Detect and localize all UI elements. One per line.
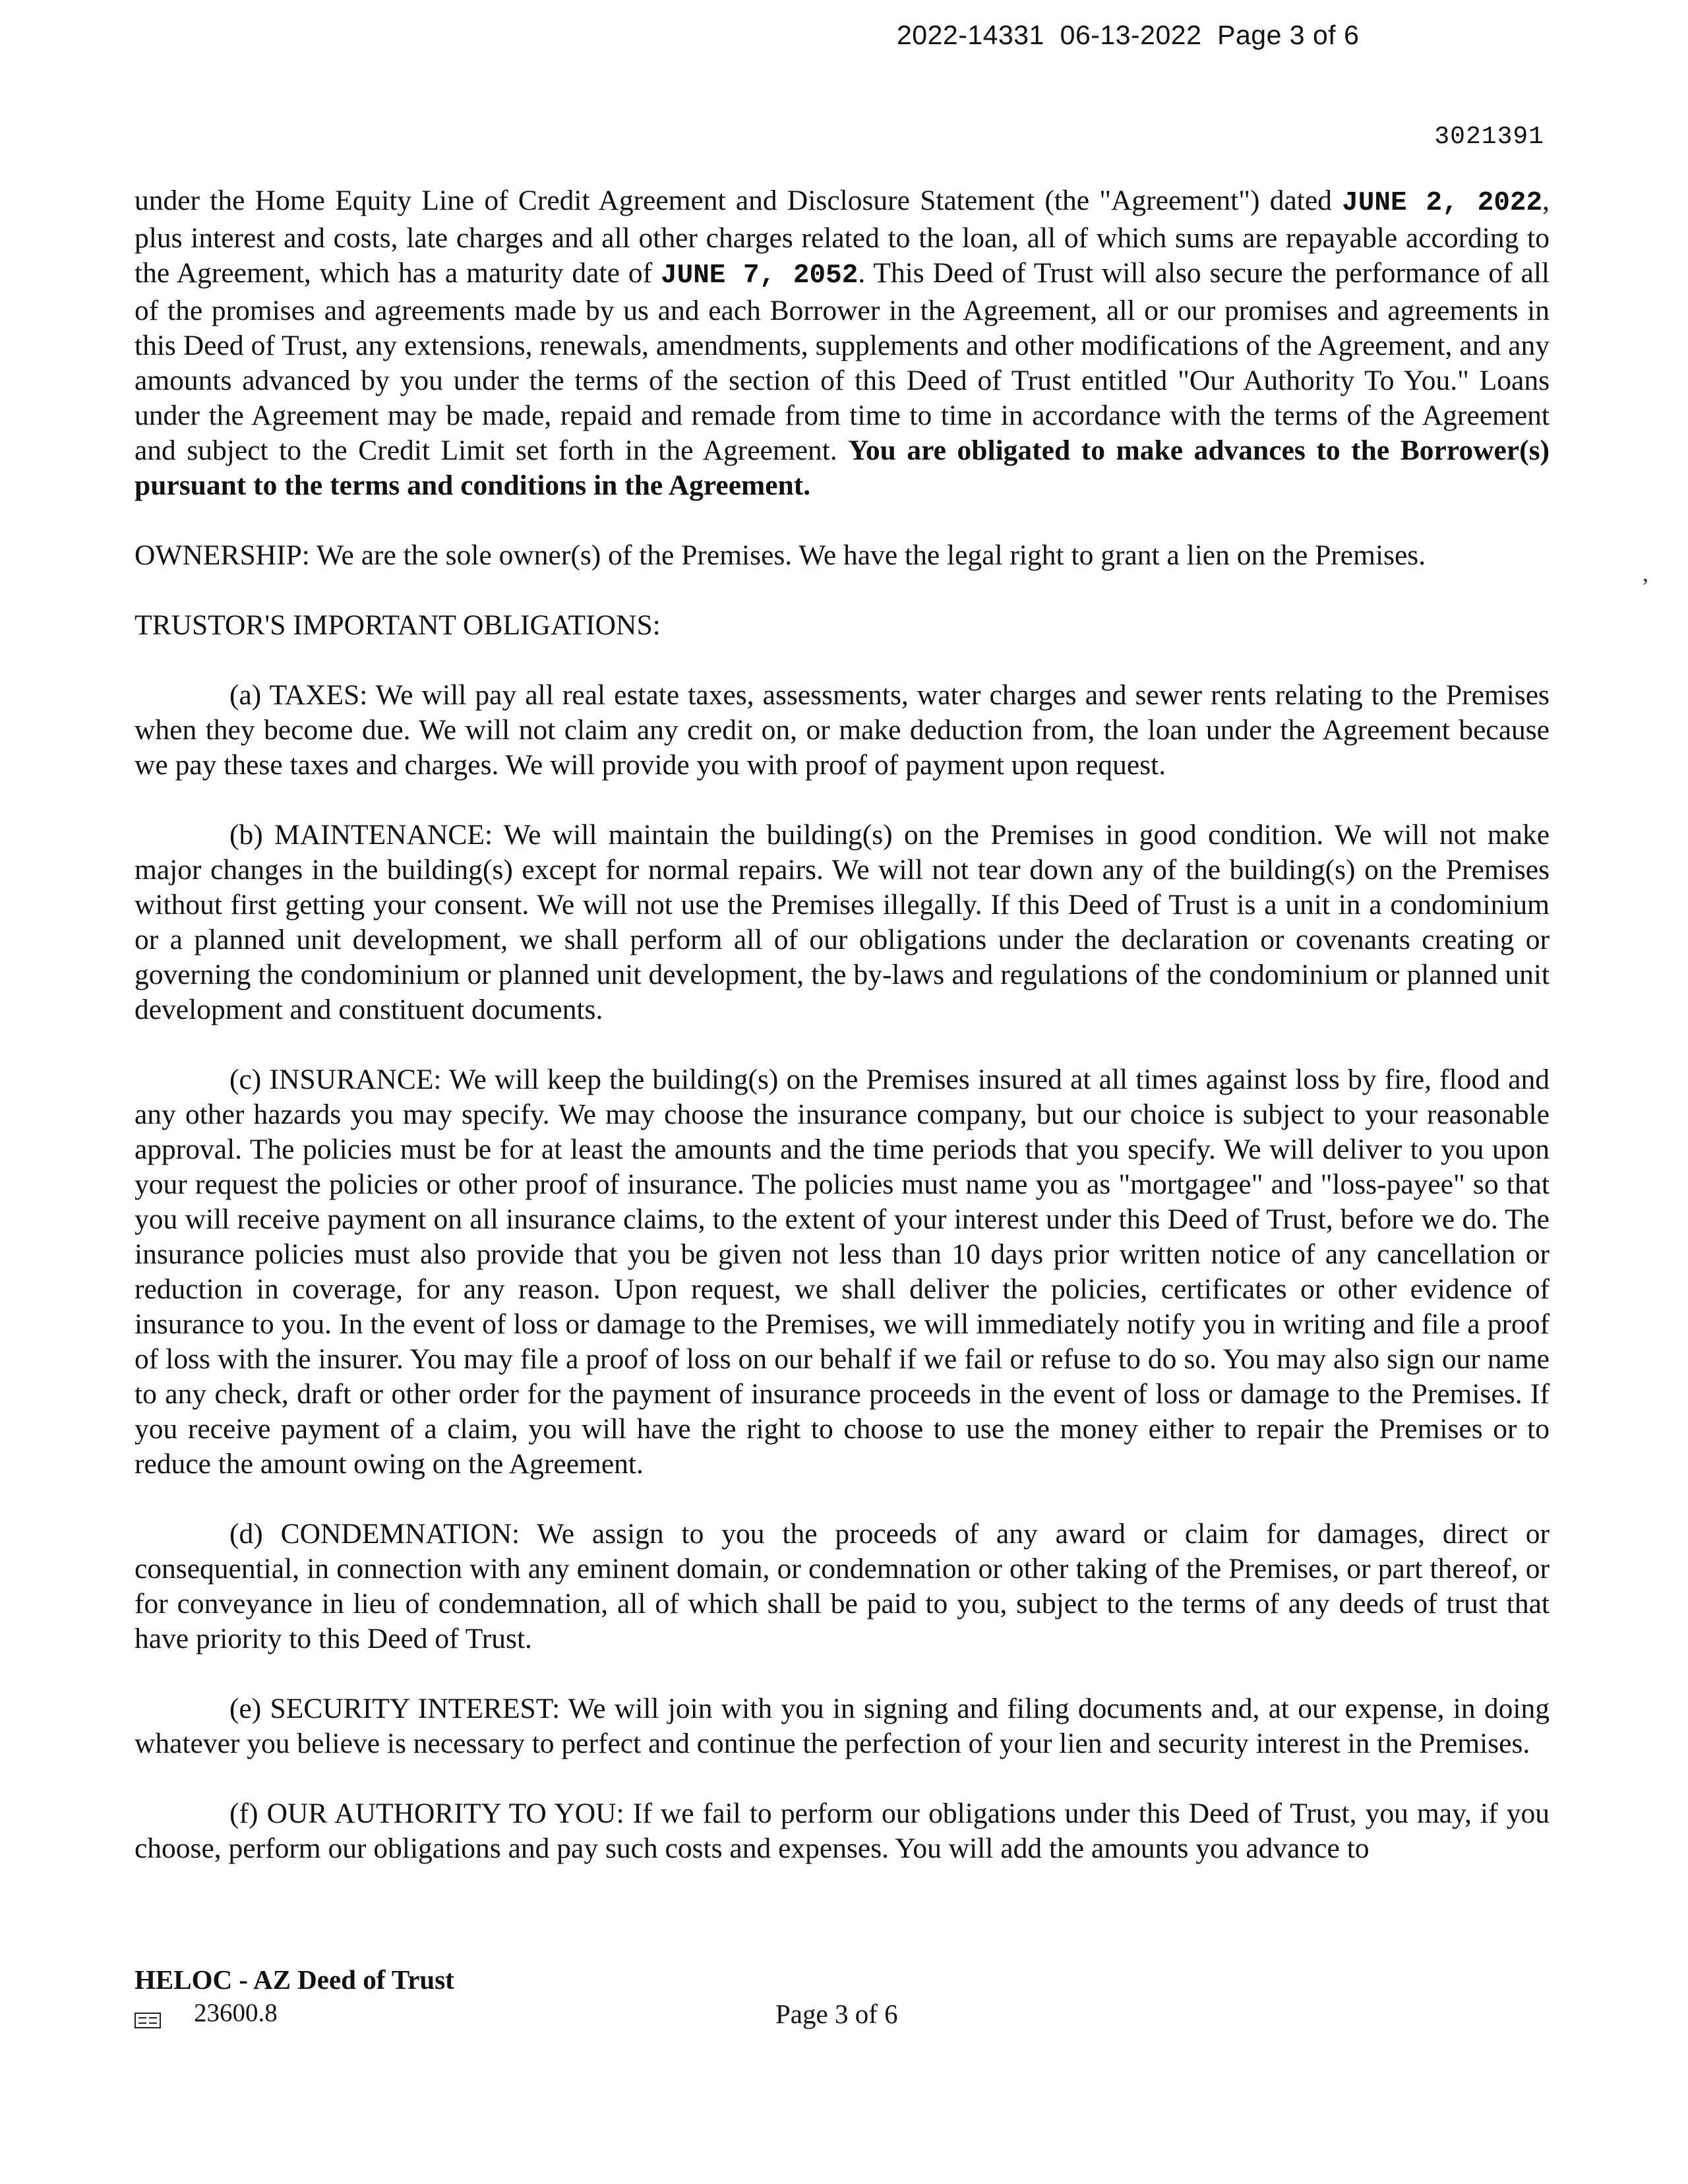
recording-stamp: 2022-14331 06-13-2022 Page 3 of 6 xyxy=(897,20,1360,50)
secured-debt-paragraph: under the Home Equity Line of Credit Agreement and Disclosure Statement (the "Agreement") dated JUNE 2, 2022, plus interest and costs, late charges and all other charges related to the loan, all of which sums are repayable according to the Agreement, which has a maturity date of JUNE 7, 2052. This Deed of Trust will also secure the performance of all of the promises and agreements made by us and each Borrower in the Agreement, all or our promises and agreements in this Deed of Trust, any extensions, renewals, amendments, supplements and other modifications of the Agreement, and any amounts advanced by you under the terms of the section of this Deed of Trust entitled "Our Authority To You." Loans under the Agreement may be made, repaid and remade from time to time in accordance with the terms of the Agreement and subject to the Credit Limit set forth in the Agreement. You are obligated to make advances to the Borrower(s) pursuant to the terms and conditions in the Agreement. xyxy=(135,185,1550,501)
obligation-maintenance: (b) MAINTENANCE: We will maintain the building(s) on the Premises in good condition. We will not make major changes in the building(s) except for normal repairs. We will not tear down any of the building(s) on the Premises without first getting your consent. We will not use the Premises illegally. If this Deed of Trust is a unit in a condominium or a planned unit development, we shall perform all of our obligations under the declaration or covenants creating or governing the condominium or planned unit development, the by-laws and regulations of the condominium or planned unit development and constituent documents. xyxy=(135,819,1550,1025)
obligation-security-interest: (e) SECURITY INTEREST: We will join with you in signing and filing documents and, at our expense, in doing whatever you believe is necessary to perfect and continue the perfection of your lien and security interest in the Premises. xyxy=(135,1693,1550,1759)
obligation-condemnation: (d) CONDEMNATION: We assign to you the proceeds of any award or claim for damages, direct or consequential, in connection with any eminent domain, or condemnation or other taking of the Premises, or part thereof, or for conveyance in lieu of condemnation, all of which shall be paid to you, subject to the terms of any deeds of trust that have priority to this Deed of Trust. xyxy=(135,1518,1550,1654)
footer-form-number xyxy=(135,1998,278,2028)
advance-obligation-statement: You are obligated to make advances to the Borrower(s) pursuant to the terms and conditions in the Agreement. xyxy=(135,435,1550,501)
maturity-date: JUNE 7, 2052 xyxy=(660,260,859,291)
agreement-date: JUNE 2, 2022 xyxy=(1342,188,1543,218)
obligation-taxes: (a) TAXES: We will pay all real estate taxes, assessments, water charges and sewer rents relating to the Premises when they become due. We will not claim any credit on, or make deduction from, the loan under the Agreement because we pay these taxes and charges. We will provide you with proof of payment upon request. xyxy=(135,679,1550,781)
obligation-insurance: (c) INSURANCE: We will keep the building(s) on the Premises insured at all times against loss by fire, flood and any other hazards you may specify. We may choose the insurance company, but our choice is subject to your reasonable approval. The policies must be for at least the amounts and the time periods that you specify. We will deliver to you upon your request the policies or other proof of insurance. The policies must name you as "mortgagee" and "loss-payee" so that you will receive payment on all insurance claims, to the extent of your interest under this Deed of Trust, before we do. The insurance policies must also provide that you be given not less than 10 days prior written notice of any cancellation or reduction in coverage, for any reason. Upon request, we shall deliver the policies, certificates or other evidence of insurance to you. In the event of loss or damage to the Premises, we will immediately notify you in writing and file a proof of loss with the insurer. You may file a proof of loss on our behalf if we fail or refuse to do so. You may also sign our name to any check, draft or other order for the payment of insurance proceeds in the event of loss or damage to the Premises. If you receive payment of a claim, you will have the right to choose to use the money either to repair the Premises or to reduce the amount owing on the Agreement. xyxy=(135,1064,1550,1480)
document-number: 3021391 xyxy=(1434,123,1544,151)
document-body xyxy=(135,183,1550,1901)
obligation-authority: (f) OUR AUTHORITY TO YOU: If we fail to perform our obligations under this Deed of Trust, you may, if you choose, perform our obligations and pay such costs and expenses. You will add the amounts you advance to xyxy=(135,1798,1550,1864)
form-number: 23600.8 xyxy=(194,1999,278,2027)
page-number: Page 3 of 6 xyxy=(775,1999,898,2029)
stray-mark: , xyxy=(1643,560,1648,586)
form-icon xyxy=(135,2005,161,2021)
footer-title: HELOC - AZ Deed of Trust xyxy=(135,1964,454,1995)
ownership-paragraph: OWNERSHIP: We are the sole owner(s) of the Premises. We have the legal right to grant a lien on the Premises. xyxy=(135,539,1426,571)
obligations-heading: TRUSTOR'S IMPORTANT OBLIGATIONS: xyxy=(135,609,661,641)
